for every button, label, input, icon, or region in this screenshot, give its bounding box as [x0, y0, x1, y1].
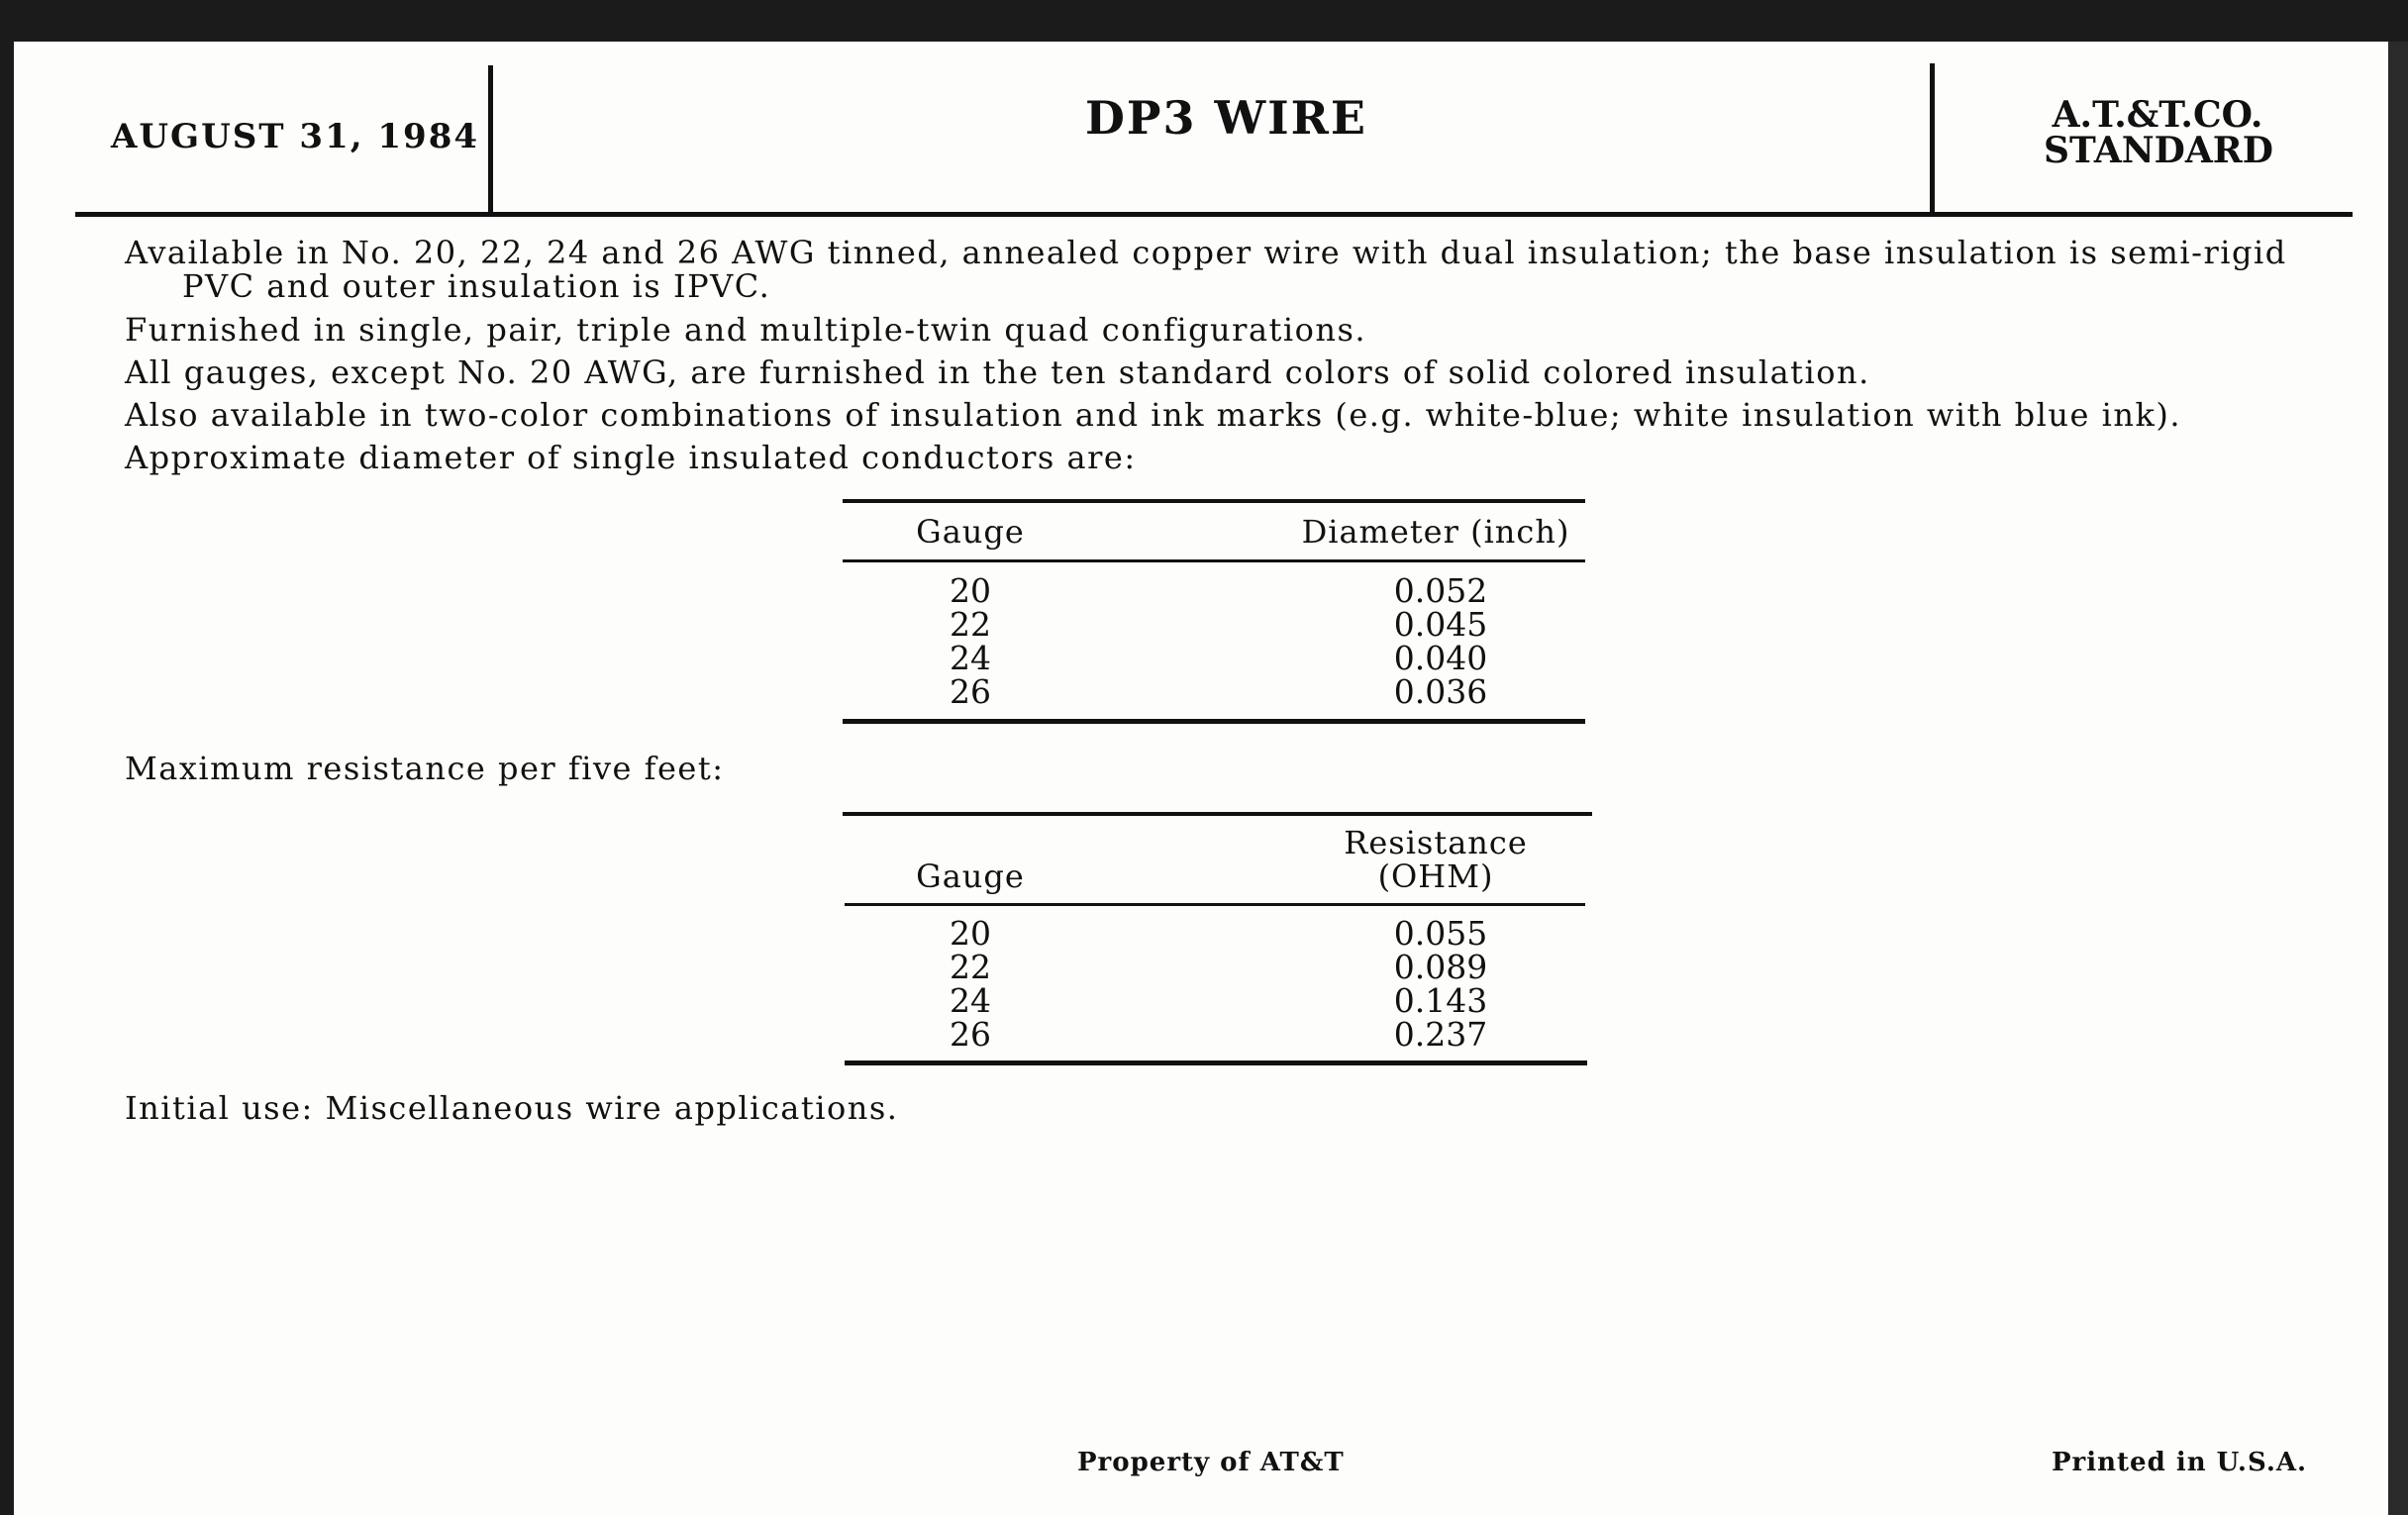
diameter-row-gauge: 22	[950, 605, 991, 644]
resistance-col-value-header-line2: (OHM)	[1377, 858, 1494, 895]
header-rule	[75, 212, 2353, 217]
diameter-row-gauge: 24	[950, 639, 991, 677]
paragraph-two-color: Also available in two-color combinations of insulation and ink marks (e.g. white-blue; white insulation with blue ink).	[125, 396, 2181, 434]
diameter-row-gauge: 26	[950, 672, 991, 711]
standard-label-line2: STANDARD	[2044, 130, 2273, 171]
paragraph-colors: All gauges, except No. 20 AWG, are furnished in the ten standard colors of solid colored insulation.	[125, 354, 1870, 391]
resistance-table-top-rule	[843, 812, 1592, 816]
diameter-row-value: 0.052	[1393, 571, 1488, 610]
header-divider-left	[488, 65, 493, 216]
paragraph-initial-use: Initial use: Miscellaneous wire applications.	[125, 1089, 899, 1127]
scan-edge	[2388, 42, 2408, 1515]
diameter-row-value: 0.036	[1393, 672, 1488, 711]
resistance-row-gauge: 20	[950, 914, 991, 953]
resistance-row-value: 0.089	[1393, 948, 1488, 986]
document-date: AUGUST 31, 1984	[111, 117, 480, 156]
paragraph-availability: Available in No. 20, 22, 24 and 26 AWG tinned, annealed copper wire with dual insulation; the base insulation is semi-rigid	[125, 234, 2287, 271]
diameter-col-value-header: Diameter (inch)	[1301, 513, 1570, 551]
diameter-row-gauge: 20	[950, 571, 991, 610]
resistance-row-value: 0.143	[1393, 981, 1488, 1020]
standard-label	[2044, 94, 2273, 171]
footer-printed: Printed in U.S.A.	[2052, 1448, 2308, 1477]
diameter-col-gauge-header: Gauge	[916, 513, 1025, 551]
diameter-table-bottom-rule	[843, 719, 1585, 724]
diameter-row-value: 0.040	[1393, 639, 1488, 677]
resistance-row-gauge: 24	[950, 981, 991, 1020]
document-title: DP3 WIRE	[1085, 91, 1367, 145]
header-divider-right	[1930, 63, 1935, 216]
resistance-col-value-header-line1: Resistance	[1344, 824, 1528, 861]
resistance-table-bottom-rule	[845, 1060, 1587, 1065]
footer-property: Property of AT&T	[1077, 1448, 1345, 1477]
diameter-table-header-rule	[843, 559, 1585, 562]
paragraph-diameter-intro: Approximate diameter of single insulated conductors are:	[125, 439, 1137, 476]
diameter-table-top-rule	[843, 499, 1585, 503]
resistance-row-value: 0.055	[1393, 914, 1488, 953]
resistance-row-value: 0.237	[1393, 1015, 1488, 1054]
paragraph-resistance-intro: Maximum resistance per five feet:	[125, 750, 725, 787]
diameter-row-value: 0.045	[1393, 605, 1488, 644]
resistance-row-gauge: 26	[950, 1015, 991, 1054]
paragraph-availability-cont: PVC and outer insulation is IPVC.	[182, 267, 771, 305]
resistance-col-gauge-header: Gauge	[916, 858, 1025, 895]
paragraph-configurations: Furnished in single, pair, triple and multiple-twin quad configurations.	[125, 311, 1367, 349]
standard-label-line1: A.T.&T.CO.	[2052, 94, 2263, 136]
resistance-row-gauge: 22	[950, 948, 991, 986]
resistance-table-header-rule	[845, 903, 1585, 906]
